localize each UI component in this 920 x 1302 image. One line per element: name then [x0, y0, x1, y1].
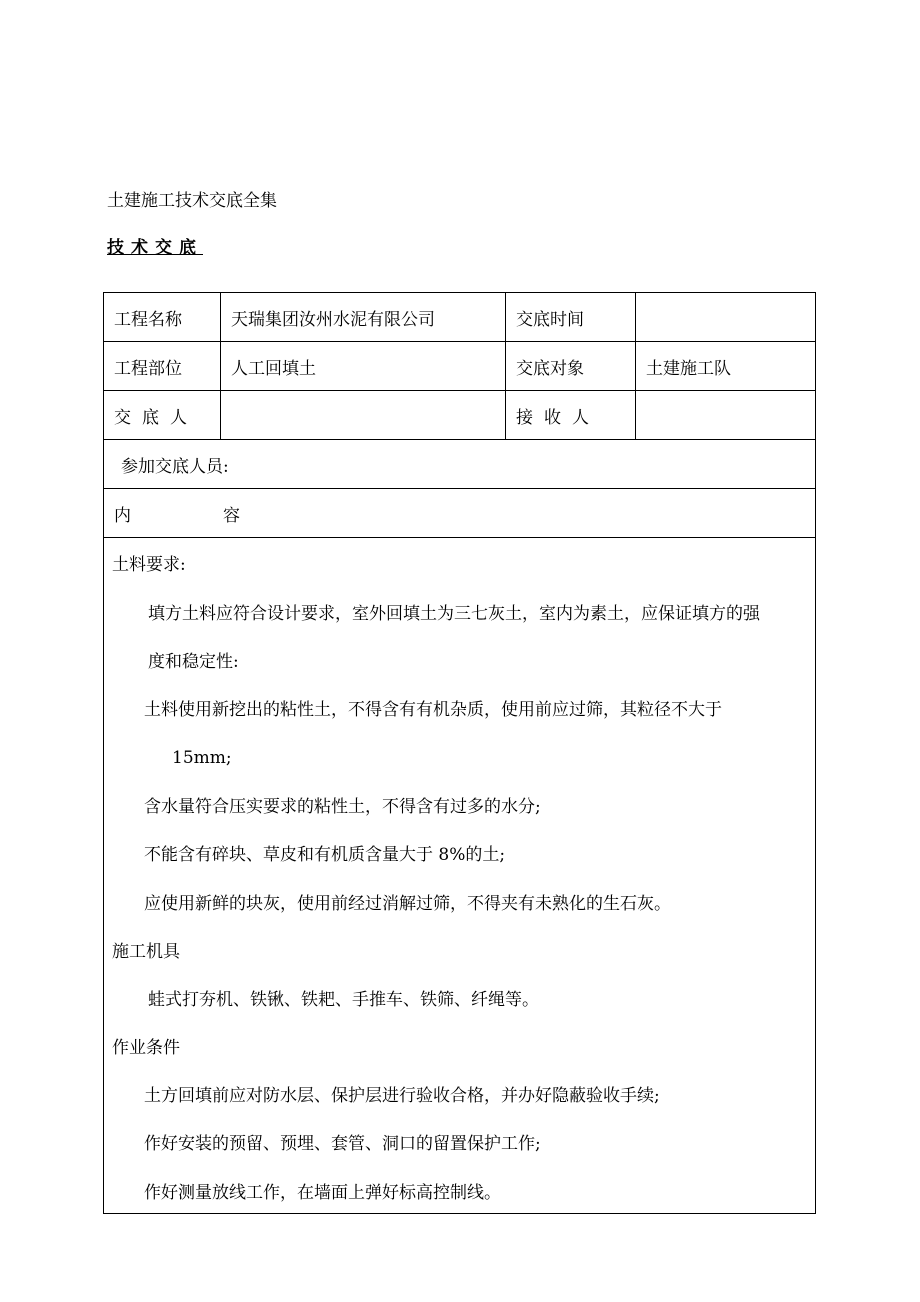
content-label-first: 内: [114, 505, 131, 526]
document-title: 土建施工技术交底全集: [107, 191, 277, 211]
handover-person-label: 交底人: [104, 391, 221, 440]
conditions-line-3: 作好测量放线工作，在墙面上弹好标高控制线。: [144, 1183, 501, 1203]
conditions-line-1: 土方回填前应对防水层、保护层进行验收合格，并办好隐蔽验收手续;: [144, 1086, 660, 1106]
table-row: [104, 391, 816, 440]
project-name-label: 工程名称: [104, 293, 221, 342]
conditions-line-2: 作好安装的预留、预埋、套管、洞口的留置保护工作;: [144, 1134, 541, 1154]
soil-line-2: 土料使用新挖出的粘性土，不得含有有机杂质，使用前应过筛，其粒径不大于: [144, 700, 722, 720]
project-part-value: 人工回填土: [221, 342, 506, 391]
soil-line-2-continued: 15mm;: [172, 748, 232, 768]
soil-line-1: 填方土料应符合设计要求，室外回填土为三七灰土，室内为素土，应保证填方的强: [148, 604, 760, 624]
content-cell: [104, 538, 816, 1214]
soil-requirements-heading: 土料要求:: [112, 555, 186, 575]
handover-time-value: [636, 293, 816, 342]
document-subtitle: 技术交底: [107, 238, 203, 258]
tools-line-1: 蛙式打夯机、铁锹、铁耙、手推车、铁筛、纤绳等。: [148, 990, 539, 1010]
handover-target-label: 交底对象: [506, 342, 636, 391]
receiver-value: [636, 391, 816, 440]
project-part-label: 工程部位: [104, 342, 221, 391]
receiver-label: 接收人: [506, 391, 636, 440]
content-label-second: 容: [223, 505, 240, 526]
table-row: [104, 489, 816, 538]
conditions-heading: 作业条件: [112, 1038, 180, 1058]
content-header: [104, 489, 816, 538]
project-name-value: 天瑞集团汝州水泥有限公司: [221, 293, 506, 342]
table-row: [104, 440, 816, 489]
table-row: [104, 293, 816, 342]
content-body: [104, 538, 815, 1213]
table-row: [104, 342, 816, 391]
soil-line-1-continued: 度和稳定性:: [148, 652, 239, 672]
participants-label: 参加交底人员:: [104, 440, 816, 489]
tools-heading: 施工机具: [112, 942, 180, 962]
soil-line-4: 不能含有碎块、草皮和有机质含量大于 8%的土;: [144, 845, 506, 865]
table-row: [104, 538, 816, 1214]
soil-line-3: 含水量符合压实要求的粘性土，不得含有过多的水分;: [144, 797, 541, 817]
handover-person-value: [221, 391, 506, 440]
handover-time-label: 交底时间: [506, 293, 636, 342]
handover-target-value: 土建施工队: [636, 342, 816, 391]
soil-line-5: 应使用新鲜的块灰，使用前经过消解过筛，不得夹有未熟化的生石灰。: [144, 894, 671, 914]
handover-table: [103, 292, 816, 1214]
